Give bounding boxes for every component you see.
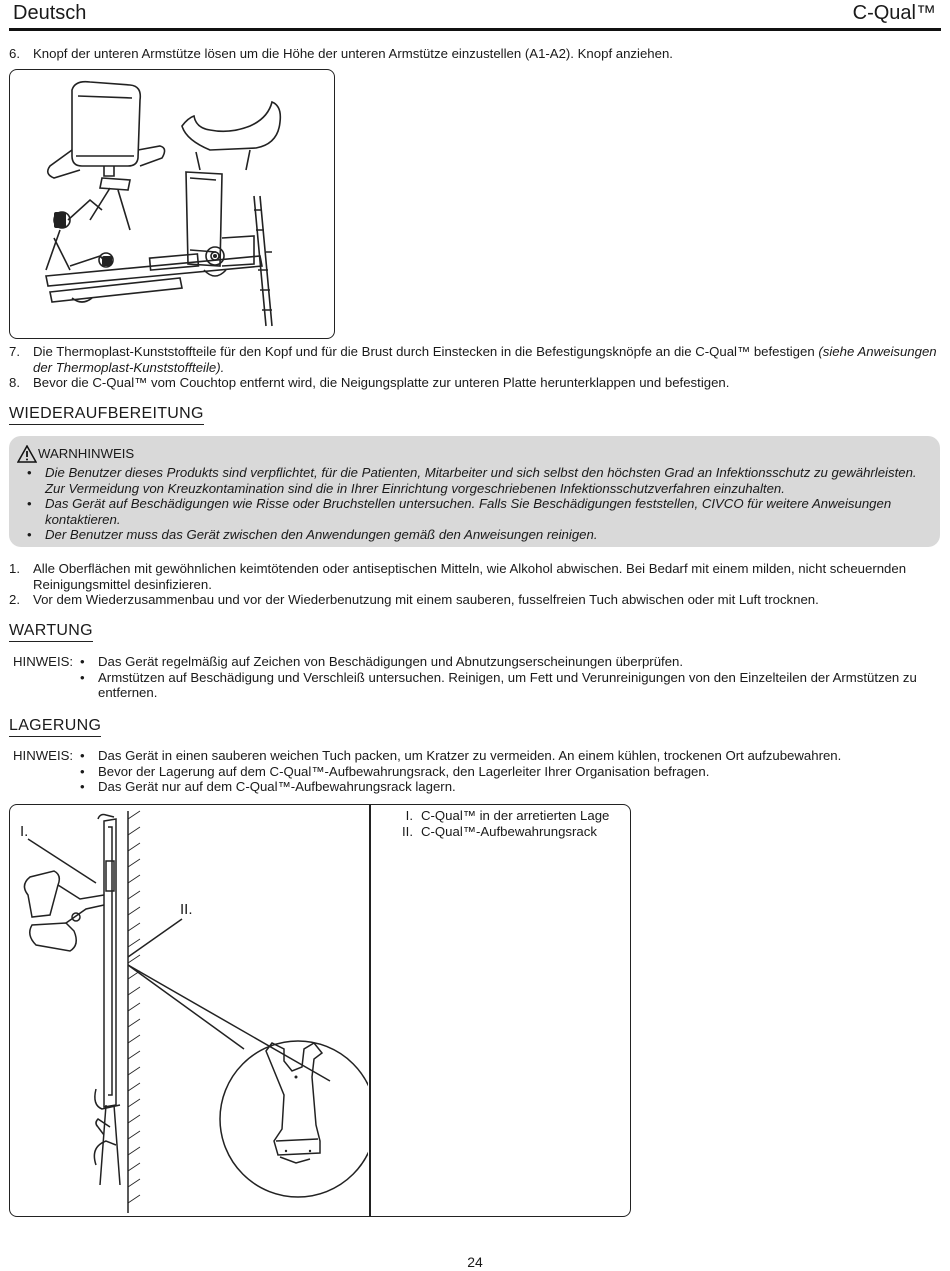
warning-item: • Der Benutzer muss das Gerät zwischen den Anwendungen gemäß den Anweisungen reinigen. xyxy=(9,527,934,543)
storage-note-label: HINWEIS: xyxy=(13,748,74,763)
storage-item: • Das Gerät in einen sauberen weichen Tuch packen, um Kratzer zu vermeiden. An einem kühlen, trockenen Ort aufzubewahren. xyxy=(79,748,939,764)
armrest-figure xyxy=(9,69,335,339)
step-text: Vor dem Wiederzusammenbau und vor der Wiederbenutzung mit einem sauberen, fusselfreien Tuch abwischen oder mit Luft trocknen. xyxy=(33,592,819,607)
step-number: 2. xyxy=(9,592,20,607)
legend-text: C-Qual™-Aufbewahrungsrack xyxy=(421,823,597,839)
header-rule xyxy=(9,28,941,31)
warning-box xyxy=(9,436,940,547)
figure-divider xyxy=(369,805,371,1216)
reprocessing-step-2 xyxy=(9,592,941,608)
legend-number: I. xyxy=(405,808,413,823)
legend-item xyxy=(378,824,626,840)
step-8 xyxy=(9,375,941,391)
step-text-ref: (siehe Anweisungen der Thermoplast-Kunststoffteile). xyxy=(33,344,937,375)
armrest-illustration xyxy=(10,70,334,338)
storage-figure xyxy=(9,804,631,1217)
reprocessing-step-1 xyxy=(9,561,941,592)
warning-item: • Die Benutzer dieses Produkts sind verpflichtet, für die Patienten, Mitarbeiter und sich selbst den höchsten Grad an Infektionsschutz zu gewährleisten. Zur Vermeidung von Kreuzkontamination sind die in Ihrer Einrichtung vorgeschriebenen Infektionsschutzverfahren einzuhalten. xyxy=(9,465,934,496)
warning-triangle-icon xyxy=(17,445,37,463)
step-number: 1. xyxy=(9,561,20,576)
storage-rack-illustration xyxy=(10,805,368,1216)
step-6 xyxy=(9,46,939,62)
storage-list xyxy=(79,748,939,795)
figure-legend xyxy=(378,808,626,839)
maintenance-item: • Armstützen auf Beschädigung und Verschleiß untersuchen. Reinigen, um Fett und Verunreinigungen von den Einzelteilen der Armstützen zu entfernen. xyxy=(79,670,939,701)
maintenance-note-label: HINWEIS: xyxy=(13,654,74,669)
header-language: Deutsch xyxy=(13,2,87,24)
storage-item: • Das Gerät nur auf dem C-Qual™-Aufbewahrungsrack lagern. xyxy=(79,779,939,795)
heading-maintenance: WARTUNG xyxy=(9,622,93,642)
step-number: 7. xyxy=(9,344,20,359)
legend-text: C-Qual™ in der arretierten Lage xyxy=(421,808,610,823)
legend-number: II. xyxy=(402,823,413,839)
warning-list xyxy=(9,465,934,543)
figure-label-i: I. xyxy=(20,823,29,840)
heading-storage: LAGERUNG xyxy=(9,717,101,737)
step-7 xyxy=(9,344,941,375)
maintenance-list xyxy=(79,654,939,701)
warning-item: • Das Gerät auf Beschädigungen wie Risse oder Bruchstellen untersuchen. Falls Sie Beschädigungen feststellen, CIVCO für weitere Anweisungen kontaktieren. xyxy=(9,496,934,527)
warning-title: WARNHINWEIS xyxy=(38,446,135,462)
step-text: Alle Oberflächen mit gewöhnlichen keimtötenden oder antiseptischen Mitteln, wie Alkohol abwischen. Bei Bedarf mit einem milden, nicht scheuernden Reinigungsmittel desinfizieren. xyxy=(33,561,907,592)
step-number: 8. xyxy=(9,375,20,390)
page-number: 24 xyxy=(467,1254,483,1270)
step-text: Knopf der unteren Armstütze lösen um die Höhe der unteren Armstütze einzustellen (A1-A2). Knopf anziehen. xyxy=(33,46,673,61)
header-product: C-Qual™ xyxy=(852,2,936,24)
step-text: Bevor die C-Qual™ vom Couchtop entfernt wird, die Neigungsplatte zur unteren Platte herunterklappen und befestigen. xyxy=(33,375,730,390)
step-text: Die Thermoplast-Kunststoffteile für den Kopf und für die Brust durch Einstecken in die Befestigungsknöpfe an die C-Qual™ befestigen xyxy=(33,344,819,359)
figure-label-ii: II. xyxy=(180,901,193,918)
maintenance-item: • Das Gerät regelmäßig auf Zeichen von Beschädigungen und Abnutzungserscheinungen überprüfen. xyxy=(79,654,939,670)
warning-title-row xyxy=(17,445,134,463)
heading-reprocessing: WIEDERAUFBEREITUNG xyxy=(9,405,204,425)
storage-item: • Bevor der Lagerung auf dem C-Qual™-Aufbewahrungsrack, den Lagerleiter Ihrer Organisation befragen. xyxy=(79,764,939,780)
legend-item xyxy=(378,808,626,824)
step-number: 6. xyxy=(9,46,20,61)
